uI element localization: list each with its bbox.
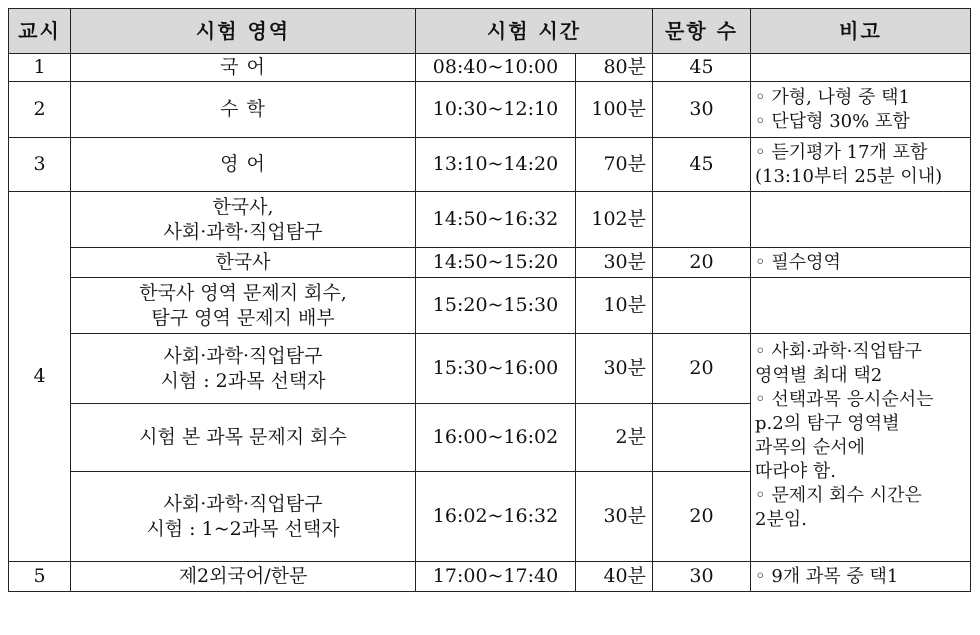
area-cell: 영 어 bbox=[71, 138, 416, 192]
period-cell: 2 bbox=[9, 82, 71, 138]
area-cell: 수 학 bbox=[71, 82, 416, 138]
duration-cell: 30분 bbox=[576, 334, 653, 404]
count-cell bbox=[653, 192, 751, 248]
time-cell: 08:40~10:00 bbox=[416, 54, 576, 82]
time-cell: 16:02~16:32 bbox=[416, 472, 576, 562]
duration-cell: 102분 bbox=[576, 192, 653, 248]
table-row bbox=[9, 248, 971, 278]
area-cell: 한국사 bbox=[71, 248, 416, 278]
count-cell: 20 bbox=[653, 334, 751, 404]
duration-cell: 30분 bbox=[576, 248, 653, 278]
period-cell: 3 bbox=[9, 138, 71, 192]
period-cell: 4 bbox=[9, 192, 71, 562]
header-time: 시험 시간 bbox=[416, 9, 653, 54]
duration-cell: 2분 bbox=[576, 404, 653, 472]
header-row bbox=[9, 9, 971, 54]
area-cell: 한국사 영역 문제지 회수, 탐구 영역 문제지 배부 bbox=[71, 278, 416, 334]
time-cell: 10:30~12:10 bbox=[416, 82, 576, 138]
exam-schedule-table bbox=[8, 8, 971, 592]
header-area: 시험 영역 bbox=[71, 9, 416, 54]
table-row bbox=[9, 278, 971, 334]
count-cell: 20 bbox=[653, 248, 751, 278]
area-cell: 국 어 bbox=[71, 54, 416, 82]
area-cell: 한국사, 사회·과학·직업탐구 bbox=[71, 192, 416, 248]
table-row bbox=[9, 562, 971, 592]
time-cell: 14:50~15:20 bbox=[416, 248, 576, 278]
time-cell: 15:20~15:30 bbox=[416, 278, 576, 334]
count-cell bbox=[653, 404, 751, 472]
note-cell: ◦ 필수영역 bbox=[751, 248, 971, 278]
note-cell bbox=[751, 54, 971, 82]
period-cell: 5 bbox=[9, 562, 71, 592]
header-count: 문항 수 bbox=[653, 9, 751, 54]
header-period: 교시 bbox=[9, 9, 71, 54]
header-note: 비고 bbox=[751, 9, 971, 54]
count-cell: 45 bbox=[653, 54, 751, 82]
area-cell: 제2외국어/한문 bbox=[71, 562, 416, 592]
duration-cell: 70분 bbox=[576, 138, 653, 192]
note-cell: ◦ 가형, 나형 중 택1 ◦ 단답형 30% 포함 bbox=[751, 82, 971, 138]
note-cell bbox=[751, 278, 971, 334]
duration-cell: 30분 bbox=[576, 472, 653, 562]
note-cell: ◦ 듣기평가 17개 포함 (13:10부터 25분 이내) bbox=[751, 138, 971, 192]
time-cell: 17:00~17:40 bbox=[416, 562, 576, 592]
count-cell: 30 bbox=[653, 562, 751, 592]
duration-cell: 40분 bbox=[576, 562, 653, 592]
table-row bbox=[9, 54, 971, 82]
area-cell: 사회·과학·직업탐구 시험 : 2과목 선택자 bbox=[71, 334, 416, 404]
note-cell bbox=[751, 192, 971, 248]
table-row bbox=[9, 192, 971, 248]
period-cell: 1 bbox=[9, 54, 71, 82]
time-cell: 14:50~16:32 bbox=[416, 192, 576, 248]
count-cell: 30 bbox=[653, 82, 751, 138]
duration-cell: 80분 bbox=[576, 54, 653, 82]
time-cell: 16:00~16:02 bbox=[416, 404, 576, 472]
duration-cell: 100분 bbox=[576, 82, 653, 138]
count-cell: 20 bbox=[653, 472, 751, 562]
table-row bbox=[9, 138, 971, 192]
count-cell bbox=[653, 278, 751, 334]
note-cell: ◦ 9개 과목 중 택1 bbox=[751, 562, 971, 592]
table-row bbox=[9, 334, 971, 404]
note-cell: ◦ 사회·과학·직업탐구 영역별 최대 택2 ◦ 선택과목 응시순서는 p.2의 탐구 영역별 과목의 순서에 따라야 함. ◦ 문제지 회수 시간은 2분임. bbox=[751, 334, 971, 562]
time-cell: 15:30~16:00 bbox=[416, 334, 576, 404]
count-cell: 45 bbox=[653, 138, 751, 192]
area-cell: 시험 본 과목 문제지 회수 bbox=[71, 404, 416, 472]
table-row bbox=[9, 82, 971, 138]
time-cell: 13:10~14:20 bbox=[416, 138, 576, 192]
duration-cell: 10분 bbox=[576, 278, 653, 334]
area-cell: 사회·과학·직업탐구 시험 : 1~2과목 선택자 bbox=[71, 472, 416, 562]
